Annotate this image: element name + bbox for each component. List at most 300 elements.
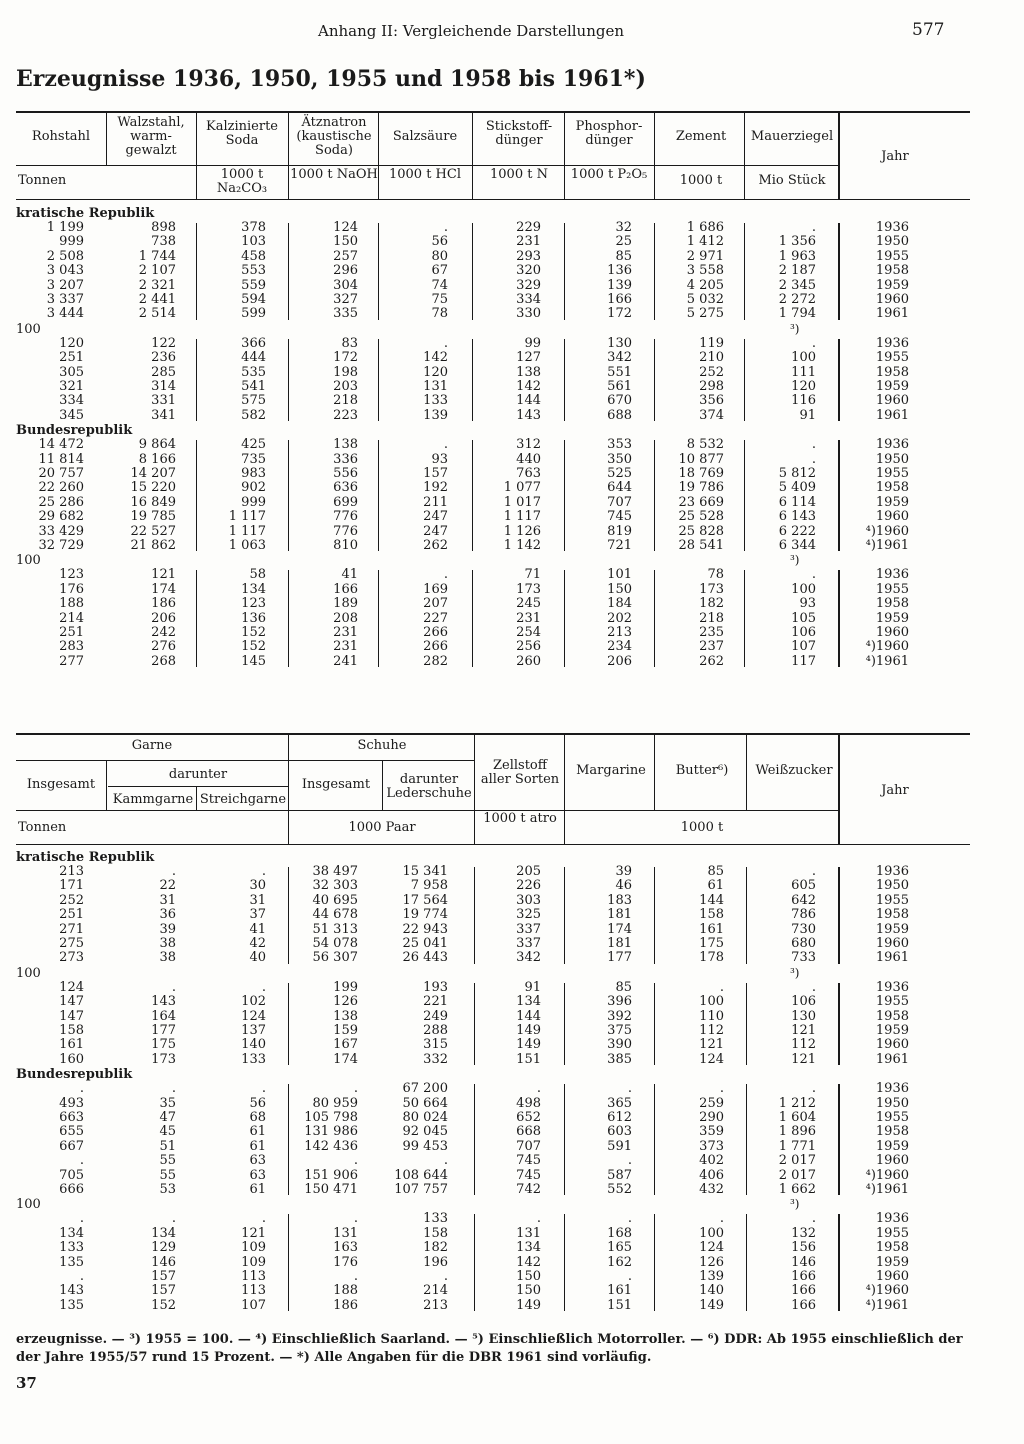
t1-header-soda: Kalzinierte Soda: [206, 119, 278, 148]
t1-header-zement: Zement: [675, 129, 727, 144]
t2-hdiv: [746, 735, 747, 810]
year-cell: 1958: [875, 907, 909, 923]
table-cell: 655: [59, 1124, 84, 1140]
table-cell: 102: [241, 994, 266, 1010]
table-cell: 171: [59, 878, 84, 894]
table-cell: 14 472: [38, 437, 84, 453]
table-cell: 100: [699, 994, 724, 1010]
table-cell: 178: [699, 950, 724, 966]
table-cell: 365: [607, 1095, 632, 1111]
table-cell: 130: [791, 1008, 816, 1024]
table-cell: 174: [151, 581, 176, 597]
table-cell: 366: [241, 335, 266, 351]
t2-unit-t: 1000 t: [680, 820, 724, 835]
table-cell: 40: [249, 950, 266, 966]
table-cell: 667: [59, 1138, 84, 1154]
column-divider: [654, 339, 655, 421]
table-cell: 150: [607, 581, 632, 597]
table-cell: 124: [699, 1051, 724, 1067]
table-cell: 112: [791, 1037, 816, 1053]
table-cell: 173: [151, 1051, 176, 1067]
table-cell: 38: [159, 936, 176, 951]
t2-hdiv: [288, 735, 289, 844]
table-cell: 266: [423, 625, 448, 640]
table-cell: 152: [241, 639, 266, 655]
table-cell: 375: [607, 1023, 632, 1038]
table-cell: 242: [151, 625, 176, 640]
table-cell: 158: [59, 1023, 84, 1038]
table-cell: 37: [249, 907, 266, 923]
t2-hdiv: [382, 761, 383, 810]
table-cell: 213: [607, 625, 632, 640]
year-cell: 1960: [875, 625, 909, 640]
table-cell: 458: [241, 248, 266, 264]
table-cell: .: [79, 1081, 84, 1097]
t2-header-butter: Butter⁶): [675, 763, 729, 778]
table-cell: 75: [431, 292, 448, 307]
table-cell: 337: [516, 936, 541, 951]
table-cell: 133: [241, 1051, 266, 1067]
column-divider: [564, 440, 565, 551]
table-cell: 175: [699, 936, 724, 951]
table-cell: 332: [423, 1051, 448, 1067]
table-cell: 561: [607, 379, 632, 394]
year-cell: 1955: [875, 350, 909, 366]
table-cell: 61: [707, 878, 724, 894]
table-cell: 6 143: [778, 509, 816, 525]
table-cell: 336: [333, 451, 358, 467]
table-cell: 259: [699, 1095, 724, 1111]
table-cell: 733: [791, 950, 816, 966]
year-cell: 1936: [875, 567, 909, 583]
table-cell: 575: [241, 393, 266, 409]
table-cell: 144: [516, 393, 541, 409]
table-cell: 1 963: [778, 248, 816, 264]
t1-header-jahr: Jahr: [881, 149, 909, 164]
page-number: 577: [912, 20, 945, 40]
table-cell: 44 678: [312, 907, 358, 923]
table-cell: 32 729: [38, 538, 84, 553]
table-cell: 218: [699, 610, 724, 626]
year-cell: 1959: [875, 494, 909, 510]
t1-hdiv: [564, 113, 565, 199]
table-cell: 143: [516, 407, 541, 423]
table-cell: 444: [241, 350, 266, 366]
table-cell: 406: [699, 1167, 724, 1183]
year-cell: 1936: [875, 1081, 909, 1097]
column-divider: [744, 339, 745, 421]
t1-hdiv: [838, 113, 840, 199]
table-cell: 699: [333, 494, 358, 510]
table-cell: 652: [516, 1110, 541, 1125]
table-cell: 193: [423, 979, 448, 995]
table-cell: 668: [516, 1124, 541, 1140]
year-cell: 1959: [875, 1023, 909, 1038]
table-cell: 166: [791, 1283, 816, 1299]
table-cell: 6 114: [778, 494, 816, 510]
table-cell: 121: [791, 1023, 816, 1038]
table-cell: 120: [423, 364, 448, 380]
table-cell: 275: [59, 936, 84, 951]
table-cell: 175: [151, 1037, 176, 1053]
t1-hdiv: [654, 113, 655, 199]
table-cell: 402: [699, 1153, 724, 1169]
table-cell: 166: [791, 1269, 816, 1284]
table-cell: 150: [516, 1283, 541, 1299]
table-cell: 137: [241, 1023, 266, 1038]
column-divider: [288, 1214, 289, 1311]
table-cell: 108 644: [394, 1167, 448, 1183]
table-cell: .: [719, 1081, 724, 1097]
column-divider: [378, 223, 379, 320]
table-cell: 1 744: [138, 248, 176, 264]
t2-hdiv: [106, 761, 107, 810]
table-cell: 559: [241, 277, 266, 293]
table-cell: 132: [791, 1225, 816, 1241]
table-cell: 133: [423, 393, 448, 409]
year-cell: ⁴)1960: [865, 523, 909, 539]
table-cell: 738: [151, 234, 176, 250]
table-cell: 120: [791, 379, 816, 394]
table-cell: 15 341: [402, 864, 448, 879]
t2-darunter-rule: [108, 786, 288, 787]
table-cell: 3 337: [46, 292, 84, 307]
table-cell: 127: [516, 350, 541, 366]
table-cell: 221: [423, 994, 448, 1010]
t1-hdiv: [744, 113, 745, 199]
bottom-page-marker: 37: [16, 1374, 37, 1392]
table-cell: 131: [333, 1225, 358, 1241]
table-cell: .: [811, 220, 816, 235]
year-cell: 1958: [875, 480, 909, 496]
year-cell: 1955: [875, 466, 909, 481]
table-cell: 157: [423, 466, 448, 481]
table-cell: 106: [791, 625, 816, 640]
year-cell: 1961: [875, 306, 909, 322]
column-divider: [838, 223, 840, 320]
t1-unit-n: 1000 t N: [490, 167, 548, 182]
table-cell: 556: [333, 466, 358, 481]
table-cell: 1 896: [778, 1124, 816, 1140]
table-cell: 188: [333, 1283, 358, 1299]
table-cell: 203: [333, 379, 358, 394]
table-cell: 56: [249, 1095, 266, 1111]
year-cell: 1960: [875, 393, 909, 409]
year-cell: 1955: [875, 581, 909, 597]
column-divider: [746, 983, 747, 1065]
column-divider: [654, 440, 655, 551]
table-cell: 18 769: [678, 466, 724, 481]
table-cell: 134: [59, 1225, 84, 1241]
table-cell: 177: [151, 1023, 176, 1038]
table-cell: 22: [159, 878, 176, 894]
table-cell: 121: [699, 1037, 724, 1053]
table-cell: 721: [607, 538, 632, 553]
table-cell: 136: [607, 263, 632, 279]
table-cell: .: [171, 1211, 176, 1227]
year-cell: 1961: [875, 1051, 909, 1067]
table-cell: 535: [241, 364, 266, 380]
column-divider: [474, 1084, 475, 1195]
column-divider: [838, 339, 840, 421]
table-cell: 173: [699, 581, 724, 597]
table-cell: 283: [59, 639, 84, 655]
year-cell: 1936: [875, 437, 909, 453]
column-divider: [564, 983, 565, 1065]
table-cell: 392: [607, 1008, 632, 1024]
table-cell: 5 032: [686, 292, 724, 307]
table-cell: 51: [159, 1138, 176, 1154]
t2-header-schuhe: Schuhe: [357, 738, 407, 753]
table-cell: 206: [151, 610, 176, 626]
table-cell: 8 166: [138, 451, 176, 467]
table-cell: 5 409: [778, 480, 816, 496]
table-cell: 663: [59, 1110, 84, 1125]
column-divider: [378, 440, 379, 551]
table-cell: .: [536, 1081, 541, 1097]
table-cell: 53: [159, 1182, 176, 1197]
year-cell: 1959: [875, 277, 909, 293]
table-cell: 199: [333, 979, 358, 995]
table-cell: 151: [607, 1297, 632, 1313]
year-cell: ⁴)1960: [865, 1167, 909, 1183]
table-cell: 786: [791, 907, 816, 923]
column-divider: [838, 570, 840, 667]
table-cell: 320: [516, 263, 541, 279]
table-cell: 231: [333, 625, 358, 640]
table-cell: 61: [249, 1124, 266, 1140]
column-divider: [196, 339, 197, 421]
table-cell: 3 207: [46, 277, 84, 293]
table-cell: 63: [249, 1167, 266, 1183]
table-cell: 1 063: [228, 538, 266, 553]
table-cell: 11 814: [38, 451, 84, 467]
table-cell: 138: [516, 364, 541, 380]
table-cell: 5 275: [686, 306, 724, 322]
table-cell: .: [443, 220, 448, 235]
table-cell: 252: [59, 892, 84, 908]
table-cell: 211: [423, 494, 448, 510]
table-cell: 241: [333, 653, 358, 669]
table-cell: 38: [159, 950, 176, 966]
table-cell: 135: [59, 1297, 84, 1313]
year-cell: ⁴)1960: [865, 1283, 909, 1299]
table-cell: 810: [333, 538, 358, 553]
table-cell: 144: [516, 1008, 541, 1024]
table-cell: 342: [607, 350, 632, 366]
table-cell: 67: [431, 263, 448, 279]
t2-unit-atro: 1000 t atro: [483, 811, 557, 826]
table-cell: 304: [333, 277, 358, 293]
table-cell: 142: [423, 350, 448, 366]
table-cell: 214: [423, 1283, 448, 1299]
year-cell: 1959: [875, 610, 909, 626]
table-cell: .: [536, 1211, 541, 1227]
year-cell: 1936: [875, 864, 909, 879]
table-cell: 182: [423, 1240, 448, 1256]
table-cell: 124: [333, 220, 358, 235]
t2-header-bottom-rule: [16, 844, 970, 845]
year-cell: 1936: [875, 220, 909, 235]
table-cell: .: [627, 1269, 632, 1284]
table-cell: 80 959: [312, 1095, 358, 1111]
table-cell: 260: [516, 653, 541, 669]
table-cell: 85: [615, 979, 632, 995]
table-cell: 116: [791, 393, 816, 409]
table-cell: 2 107: [138, 263, 176, 279]
table-cell: 21 862: [130, 538, 176, 553]
table-cell: 644: [607, 480, 632, 496]
table-cell: 45: [159, 1124, 176, 1140]
table-cell: .: [353, 1269, 358, 1284]
table-cell: 107: [241, 1297, 266, 1313]
section-label: Bundesrepublik: [16, 1067, 133, 1083]
table-cell: 19 786: [678, 480, 724, 496]
t1-unit-zement: 1000 t: [679, 173, 723, 188]
table-cell: 51 313: [312, 921, 358, 937]
table-cell: .: [811, 979, 816, 995]
t1-hdiv: [288, 113, 289, 199]
table-cell: 16 849: [130, 494, 176, 510]
column-divider: [838, 983, 840, 1065]
table-cell: 745: [607, 509, 632, 525]
year-cell: 1958: [875, 1008, 909, 1024]
year-cell: 1950: [875, 451, 909, 467]
t1-unit-p: 1000 t P₂O₅: [570, 167, 648, 182]
year-cell: 1961: [875, 407, 909, 423]
table-cell: 282: [423, 653, 448, 669]
t2-unit-paar: 1000 Paar: [348, 820, 416, 835]
table-cell: 587: [607, 1167, 632, 1183]
table-cell: 139: [423, 407, 448, 423]
table-cell: 999: [241, 494, 266, 510]
table-cell: 38 497: [312, 864, 358, 879]
table-cell: 15 220: [130, 480, 176, 496]
section-note: ³): [790, 553, 800, 568]
table2-top-rule: [16, 733, 970, 735]
table-cell: 1 794: [778, 306, 816, 322]
table-cell: 14 207: [130, 466, 176, 481]
table-cell: 330: [516, 306, 541, 322]
table-cell: 3 558: [686, 263, 724, 279]
table-cell: 359: [699, 1124, 724, 1140]
section-note: ³): [790, 321, 800, 336]
table-cell: 1 686: [686, 220, 724, 235]
t2-header-mid-rule: [16, 810, 840, 811]
table-cell: 1 412: [686, 234, 724, 250]
table-cell: .: [79, 1269, 84, 1284]
table-cell: .: [171, 1081, 176, 1097]
table-cell: 109: [241, 1254, 266, 1270]
table-cell: 103: [241, 234, 266, 250]
column-divider: [746, 1214, 747, 1311]
table-cell: 85: [615, 248, 632, 264]
table-cell: 325: [516, 907, 541, 923]
t1-header-salzsaeure: Salzsäure: [392, 129, 458, 144]
table-cell: 252: [699, 364, 724, 380]
table-cell: 268: [151, 653, 176, 669]
table-cell: .: [811, 451, 816, 467]
column-divider: [746, 867, 747, 964]
table-cell: 3 043: [46, 263, 84, 279]
column-divider: [474, 867, 475, 964]
table-cell: 71: [524, 567, 541, 583]
table-cell: 334: [59, 393, 84, 409]
table-cell: 254: [516, 625, 541, 640]
table-cell: 334: [516, 292, 541, 307]
table-cell: 41: [341, 567, 358, 583]
table-cell: 735: [241, 451, 266, 467]
table-cell: 25 528: [678, 509, 724, 525]
table-cell: 172: [333, 350, 358, 366]
year-cell: ⁴)1961: [865, 653, 909, 669]
table-cell: 2 508: [46, 248, 84, 264]
column-divider: [288, 570, 289, 667]
t2-header-jahr: Jahr: [881, 783, 909, 798]
table-cell: 213: [59, 864, 84, 879]
t2-hdiv: [838, 735, 840, 844]
table-cell: 140: [241, 1037, 266, 1053]
table-cell: 1 117: [228, 523, 266, 539]
table-cell: 819: [607, 523, 632, 539]
table-cell: 237: [699, 639, 724, 655]
table-cell: .: [811, 567, 816, 583]
column-divider: [838, 440, 840, 551]
table-cell: 353: [607, 437, 632, 453]
table-cell: 39: [615, 864, 632, 879]
table-cell: 22 527: [130, 523, 176, 539]
year-cell: 1958: [875, 364, 909, 380]
table-cell: 41: [249, 921, 266, 937]
table-cell: 341: [151, 407, 176, 423]
t2-unit-tonnen: Tonnen: [18, 820, 67, 835]
table-cell: 293: [516, 248, 541, 264]
table-cell: 218: [333, 393, 358, 409]
table-cell: 26 443: [402, 950, 448, 966]
table-cell: 80: [431, 248, 448, 264]
year-cell: ⁴)1961: [865, 1297, 909, 1313]
table-cell: 146: [791, 1254, 816, 1270]
table-cell: 93: [799, 596, 816, 612]
table-cell: 151: [516, 1051, 541, 1067]
table-cell: 707: [607, 494, 632, 510]
table-cell: 32: [615, 220, 632, 235]
table-cell: 20 757: [38, 466, 84, 481]
column-divider: [288, 1084, 289, 1195]
table-cell: 85: [707, 864, 724, 879]
table-cell: 166: [607, 292, 632, 307]
year-cell: 1936: [875, 335, 909, 351]
t1-unit-tonnen: Tonnen: [18, 173, 67, 188]
table-cell: 156: [791, 1240, 816, 1256]
table-cell: 636: [333, 480, 358, 496]
column-divider: [654, 570, 655, 667]
table-cell: 5 812: [778, 466, 816, 481]
table-cell: 236: [151, 350, 176, 366]
table-cell: 2 017: [778, 1167, 816, 1183]
t2-header-schuhe-insgesamt: Insgesamt: [301, 777, 371, 792]
table-cell: 47: [159, 1110, 176, 1125]
table-cell: .: [171, 979, 176, 995]
table-cell: 91: [799, 407, 816, 423]
table-cell: 130: [607, 335, 632, 351]
table-cell: 2 321: [138, 277, 176, 293]
t2-header-margarine: Margarine: [576, 763, 646, 778]
table-cell: .: [443, 567, 448, 583]
year-cell: 1960: [875, 1153, 909, 1169]
table-cell: 902: [241, 480, 266, 496]
table-cell: 109: [241, 1240, 266, 1256]
